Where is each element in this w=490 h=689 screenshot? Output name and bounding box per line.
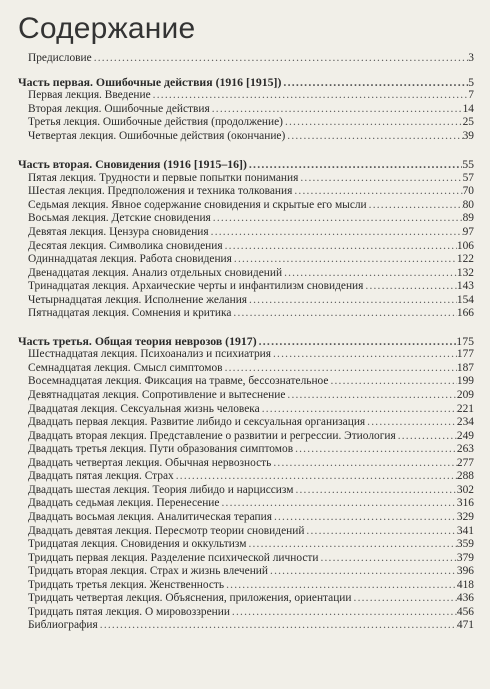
toc-entry bbox=[18, 579, 474, 593]
toc-entry-page: 55 bbox=[462, 158, 474, 172]
toc-entry bbox=[18, 606, 474, 620]
toc-entry bbox=[18, 199, 474, 213]
dot-leader bbox=[293, 484, 456, 498]
toc-entry-title: Двадцать первая лекция. Развитие либидо и сексуальная организация bbox=[28, 416, 366, 429]
toc-entry-page: 234 bbox=[456, 416, 474, 429]
toc-entry-page: 456 bbox=[456, 605, 474, 618]
dot-leader bbox=[268, 565, 457, 579]
toc-part-heading bbox=[18, 158, 474, 172]
dot-leader bbox=[224, 579, 457, 593]
toc-entry-page: 379 bbox=[456, 551, 474, 564]
dot-leader bbox=[304, 525, 456, 539]
toc-entry-title: Двадцать восьмая лекция. Аналитическая терапия bbox=[28, 510, 272, 523]
toc-entry-title: Девятая лекция. Цензура сновидения bbox=[28, 226, 209, 239]
dot-leader bbox=[396, 430, 457, 444]
toc-entry bbox=[18, 172, 474, 186]
toc-part-1 bbox=[18, 76, 474, 144]
toc-entry bbox=[18, 457, 474, 471]
toc-entry-title: Вторая лекция. Ошибочные действия bbox=[28, 102, 210, 115]
toc-entry bbox=[18, 116, 474, 130]
toc-entry-preface bbox=[18, 52, 474, 66]
toc-entry-page: 3 bbox=[468, 52, 474, 64]
toc-entry-page: 221 bbox=[456, 402, 474, 415]
toc-entry-page: 175 bbox=[456, 334, 474, 348]
dot-leader bbox=[232, 253, 457, 267]
dot-leader bbox=[92, 52, 469, 66]
toc-entry-page: 329 bbox=[456, 510, 474, 523]
toc-entry-title: Предисловие bbox=[28, 52, 92, 64]
toc-entry-title: Пятая лекция. Трудности и первые попытки понимания bbox=[28, 171, 299, 184]
dot-leader bbox=[365, 416, 457, 430]
dot-leader bbox=[271, 457, 457, 471]
toc-entry-title: Тридцать четвертая лекция. Объяснения, приложения, ориентации bbox=[28, 592, 352, 605]
toc-entry-title: Двадцать седьмая лекция. Перенесение bbox=[28, 497, 220, 510]
toc-entry-page: 70 bbox=[462, 185, 474, 198]
toc-entry-title: Четырнадцатая лекция. Исполнение желания bbox=[28, 293, 248, 306]
dot-leader bbox=[211, 212, 463, 226]
toc-entry bbox=[18, 362, 474, 376]
dot-leader bbox=[285, 130, 462, 144]
toc-entry-title: Пятнадцатая лекция. Сомнения и критика bbox=[28, 307, 232, 320]
toc-entry-page: 80 bbox=[462, 198, 474, 211]
toc-entry-title: Девятнадцатая лекция. Сопротивление и вытеснение bbox=[28, 389, 286, 402]
toc-entry-page: 436 bbox=[456, 592, 474, 605]
toc-entry-page: 396 bbox=[456, 565, 474, 578]
toc-entry bbox=[18, 226, 474, 240]
toc-entry bbox=[18, 552, 474, 566]
dot-leader bbox=[328, 375, 456, 389]
dot-leader bbox=[151, 89, 469, 103]
toc-entry bbox=[18, 348, 474, 362]
dot-leader bbox=[231, 307, 457, 321]
toc-entry-bibliography bbox=[18, 619, 474, 633]
toc-entry-title: Тридцать первая лекция. Разделение психической личности bbox=[28, 551, 319, 564]
dot-leader bbox=[363, 280, 457, 294]
toc-entry bbox=[18, 253, 474, 267]
dot-leader bbox=[272, 511, 457, 525]
toc-entry-page: 5 bbox=[468, 75, 474, 89]
toc-entry-page: 57 bbox=[462, 171, 474, 184]
toc-entry-page: 166 bbox=[456, 307, 474, 320]
toc-entry-page: 199 bbox=[456, 375, 474, 388]
toc-entry bbox=[18, 484, 474, 498]
toc-entry-page: 302 bbox=[456, 483, 474, 496]
toc-entry-title: Шестнадцатая лекция. Психоанализ и психиатрия bbox=[28, 348, 271, 361]
toc-entry-title: Седьмая лекция. Явное содержание сновидения и скрытые его мысли bbox=[28, 198, 367, 211]
toc-entry-title: Двадцать вторая лекция. Представление о развитии и регрессии. Этиология bbox=[28, 429, 396, 442]
toc-part-heading bbox=[18, 76, 474, 90]
dot-leader bbox=[260, 403, 457, 417]
toc-entry-title: Часть первая. Ошибочные действия (1916 [1915]) bbox=[18, 75, 282, 89]
toc-entry-title: Тридцать вторая лекция. Страх и жизнь влечений bbox=[28, 565, 269, 578]
dot-leader bbox=[271, 348, 457, 362]
toc-entry-title: Часть третья. Общая теория неврозов (1917) bbox=[18, 334, 257, 348]
toc-entry-page: 341 bbox=[456, 524, 474, 537]
toc-entry-title: Восьмая лекция. Детские сновидения bbox=[28, 212, 211, 225]
dot-leader bbox=[210, 103, 463, 117]
toc-entry bbox=[18, 307, 474, 321]
toc-entry-title: Двадцать пятая лекция. Страх bbox=[28, 470, 174, 483]
toc-entry-page: 154 bbox=[456, 293, 474, 306]
dot-leader bbox=[282, 267, 457, 281]
toc-entry-page: 122 bbox=[456, 253, 474, 266]
toc-entry bbox=[18, 89, 474, 103]
toc-entry bbox=[18, 565, 474, 579]
dot-leader bbox=[257, 335, 457, 349]
dot-leader bbox=[292, 185, 462, 199]
dot-leader bbox=[293, 443, 457, 457]
toc-entry-page: 316 bbox=[456, 497, 474, 510]
toc-entry-page: 97 bbox=[462, 226, 474, 239]
toc-entry-page: 89 bbox=[462, 212, 474, 225]
toc-entry bbox=[18, 294, 474, 308]
toc-parts bbox=[18, 76, 474, 620]
toc-entry-page: 177 bbox=[456, 348, 474, 361]
toc-entry-title: Двадцать шестая лекция. Теория либидо и нарциссизм bbox=[28, 483, 294, 496]
toc-entry bbox=[18, 430, 474, 444]
dot-leader bbox=[285, 389, 457, 403]
toc-entry-title: Двенадцатая лекция. Анализ отдельных сновидений bbox=[28, 266, 283, 279]
toc-entry bbox=[18, 267, 474, 281]
dot-leader bbox=[352, 592, 457, 606]
page-title: Содержание bbox=[18, 12, 196, 45]
dot-leader bbox=[247, 294, 457, 308]
toc-entry-title: Тринадцатая лекция. Архаические черты и инфантилизм сновидения bbox=[28, 280, 364, 293]
toc-entry-page: 132 bbox=[456, 266, 474, 279]
dot-leader bbox=[223, 362, 457, 376]
toc-entry-page: 106 bbox=[456, 239, 474, 252]
toc-entry-page: 143 bbox=[456, 280, 474, 293]
toc-entry-title: Двадцать четвертая лекция. Обычная нервозность bbox=[28, 456, 272, 469]
toc-entry-title: Двадцатая лекция. Сексуальная жизнь человека bbox=[28, 402, 260, 415]
toc-entry-page: 39 bbox=[462, 129, 474, 142]
dot-leader bbox=[281, 76, 468, 90]
toc-entry-title: Восемнадцатая лекция. Фиксация на травме, бессознательное bbox=[28, 375, 329, 388]
toc-entry-page: 277 bbox=[456, 456, 474, 469]
toc-entry-page: 249 bbox=[456, 429, 474, 442]
toc-entry bbox=[18, 538, 474, 552]
toc-entry bbox=[18, 525, 474, 539]
toc-entry bbox=[18, 497, 474, 511]
dot-leader bbox=[318, 552, 456, 566]
toc-entry bbox=[18, 185, 474, 199]
toc-entry-title: Первая лекция. Введение bbox=[28, 89, 151, 102]
toc-entry bbox=[18, 375, 474, 389]
toc-entry-title: Двадцать девятая лекция. Пересмотр теории сновидений bbox=[28, 524, 305, 537]
toc-entry-title: Десятая лекция. Символика сновидения bbox=[28, 239, 223, 252]
toc-entry-page: 209 bbox=[456, 389, 474, 402]
toc-entry-page: 25 bbox=[462, 116, 474, 129]
dot-leader bbox=[367, 199, 463, 213]
dot-leader bbox=[174, 470, 457, 484]
toc-entry bbox=[18, 240, 474, 254]
toc-entry-page: 7 bbox=[468, 89, 474, 102]
toc-entry-title: Тридцать третья лекция. Женственность bbox=[28, 578, 225, 591]
toc-entry-title: Одиннадцатая лекция. Работа сновидения bbox=[28, 253, 232, 266]
toc-entry-page: 418 bbox=[456, 578, 474, 591]
dot-leader bbox=[219, 497, 456, 511]
toc-entry-page: 471 bbox=[456, 619, 474, 632]
dot-leader bbox=[98, 619, 457, 633]
toc-part-heading bbox=[18, 335, 474, 349]
dot-leader bbox=[246, 538, 456, 552]
dot-leader bbox=[230, 606, 457, 620]
toc-entry-page: 288 bbox=[456, 470, 474, 483]
toc-entry-title: Семнадцатая лекция. Смысл симптомов bbox=[28, 361, 223, 374]
toc-entry-title: Тридцатая лекция. Сновидения и оккультизм bbox=[28, 538, 247, 551]
dot-leader bbox=[223, 240, 457, 254]
toc-entry-title: Часть вторая. Сновидения (1916 [1915–16]) bbox=[18, 158, 247, 172]
dot-leader bbox=[298, 172, 462, 186]
toc-part-3 bbox=[18, 335, 474, 619]
toc-entry bbox=[18, 416, 474, 430]
toc-entry-page: 263 bbox=[456, 443, 474, 456]
toc-entry bbox=[18, 103, 474, 117]
toc-entry bbox=[18, 280, 474, 294]
toc-entry-title: Третья лекция. Ошибочные действия (продолжение) bbox=[28, 116, 283, 129]
toc-entry bbox=[18, 592, 474, 606]
toc-entry bbox=[18, 511, 474, 525]
toc-entry-title: Двадцать третья лекция. Пути образования симптомов bbox=[28, 443, 294, 456]
dot-leader bbox=[283, 116, 463, 130]
toc-entry-page: 187 bbox=[456, 361, 474, 374]
toc-entry bbox=[18, 130, 474, 144]
toc-entry bbox=[18, 470, 474, 484]
toc-entry-title: Тридцать пятая лекция. О мировоззрении bbox=[28, 605, 230, 618]
toc-entry-title: Шестая лекция. Предположения и техника толкования bbox=[28, 185, 293, 198]
dot-leader bbox=[247, 158, 462, 172]
toc-part-2 bbox=[18, 158, 474, 321]
toc-entry-page: 359 bbox=[456, 538, 474, 551]
dot-leader bbox=[209, 226, 463, 240]
toc-entry-title: Четвертая лекция. Ошибочные действия (окончание) bbox=[28, 129, 286, 142]
toc-entry bbox=[18, 443, 474, 457]
toc-entry-page: 14 bbox=[462, 102, 474, 115]
toc-entry bbox=[18, 212, 474, 226]
toc-entry bbox=[18, 389, 474, 403]
toc-entry-title: Библиография bbox=[28, 619, 98, 632]
toc-entry bbox=[18, 403, 474, 417]
